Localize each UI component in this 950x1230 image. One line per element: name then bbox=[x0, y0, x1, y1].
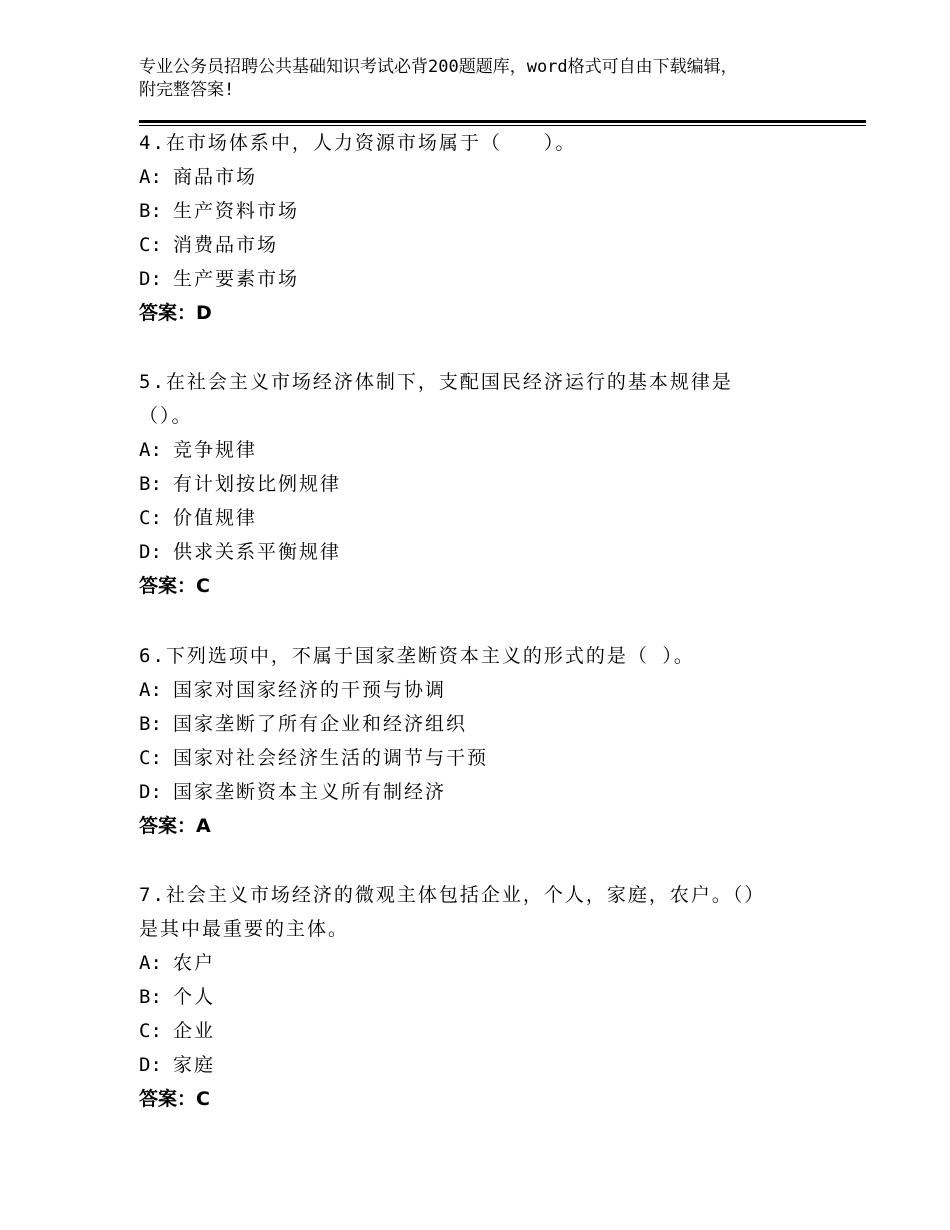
option-c bbox=[139, 228, 779, 262]
option-letter: A: bbox=[139, 679, 162, 701]
option-d bbox=[139, 535, 779, 569]
option-letter: C: bbox=[139, 507, 162, 529]
question-4 bbox=[139, 126, 779, 330]
option-text: 国家对社会经济生活的调节与干预 bbox=[173, 747, 489, 769]
option-letter: C: bbox=[139, 234, 162, 256]
answer-label: 答案：C bbox=[139, 575, 210, 597]
option-letter: A: bbox=[139, 952, 162, 974]
option-letter: D: bbox=[139, 781, 162, 803]
question-stem: 6.下列选项中，不属于国家垄断资本主义的形式的是（ ）。 bbox=[139, 645, 695, 667]
option-b bbox=[139, 194, 779, 228]
answer-label: 答案：A bbox=[139, 815, 211, 837]
option-b bbox=[139, 467, 779, 501]
option-text: 农户 bbox=[173, 952, 216, 974]
option-text: 企业 bbox=[173, 1020, 216, 1042]
question-7 bbox=[139, 878, 779, 1116]
question-5 bbox=[139, 365, 779, 603]
option-text: 国家垄断了所有企业和经济组织 bbox=[173, 713, 468, 735]
option-letter: D: bbox=[139, 268, 162, 290]
option-text: 生产资料市场 bbox=[173, 200, 300, 222]
option-letter: A: bbox=[139, 439, 162, 461]
question-stem: 4.在市场体系中，人力资源市场属于（ ）。 bbox=[139, 132, 577, 154]
option-letter: D: bbox=[139, 541, 162, 563]
option-b bbox=[139, 707, 779, 741]
option-a bbox=[139, 160, 779, 194]
option-letter: B: bbox=[139, 986, 162, 1008]
option-letter: C: bbox=[139, 747, 162, 769]
option-text: 商品市场 bbox=[173, 166, 258, 188]
option-c bbox=[139, 741, 779, 775]
header-line-2: 附完整答案! bbox=[139, 80, 235, 100]
option-text: 生产要素市场 bbox=[173, 268, 300, 290]
option-text: 国家垄断资本主义所有制经济 bbox=[173, 781, 447, 803]
question-6 bbox=[139, 639, 779, 843]
option-a bbox=[139, 433, 779, 467]
option-letter: A: bbox=[139, 166, 162, 188]
option-text: 家庭 bbox=[173, 1054, 216, 1076]
answer-label: 答案：D bbox=[139, 302, 212, 324]
header-line-1: 专业公务员招聘公共基础知识考试必背200题题库，word格式可自由下载编辑， bbox=[139, 57, 738, 77]
option-text: 有计划按比例规律 bbox=[173, 473, 342, 495]
option-letter: D: bbox=[139, 1054, 162, 1076]
option-a bbox=[139, 946, 779, 980]
option-c bbox=[139, 1014, 779, 1048]
question-stem: 7.社会主义市场经济的微观主体包括企业，个人，家庭，农户。（）是其中最重要的主体。 bbox=[139, 884, 766, 940]
option-c bbox=[139, 501, 779, 535]
header-divider-thick bbox=[139, 120, 866, 123]
option-letter: B: bbox=[139, 200, 162, 222]
option-text: 价值规律 bbox=[173, 507, 258, 529]
option-letter: B: bbox=[139, 713, 162, 735]
option-letter: B: bbox=[139, 473, 162, 495]
option-text: 国家对国家经济的干预与协调 bbox=[173, 679, 447, 701]
document-header bbox=[139, 56, 839, 102]
question-stem: 5.在社会主义市场经济体制下，支配国民经济运行的基本规律是（）。 bbox=[139, 371, 733, 427]
option-text: 竞争规律 bbox=[173, 439, 258, 461]
option-d bbox=[139, 1048, 779, 1082]
option-d bbox=[139, 262, 779, 296]
option-text: 消费品市场 bbox=[173, 234, 279, 256]
option-letter: C: bbox=[139, 1020, 162, 1042]
option-d bbox=[139, 775, 779, 809]
option-a bbox=[139, 673, 779, 707]
option-b bbox=[139, 980, 779, 1014]
option-text: 个人 bbox=[173, 986, 216, 1008]
answer-label: 答案：C bbox=[139, 1088, 210, 1110]
option-text: 供求关系平衡规律 bbox=[173, 541, 342, 563]
